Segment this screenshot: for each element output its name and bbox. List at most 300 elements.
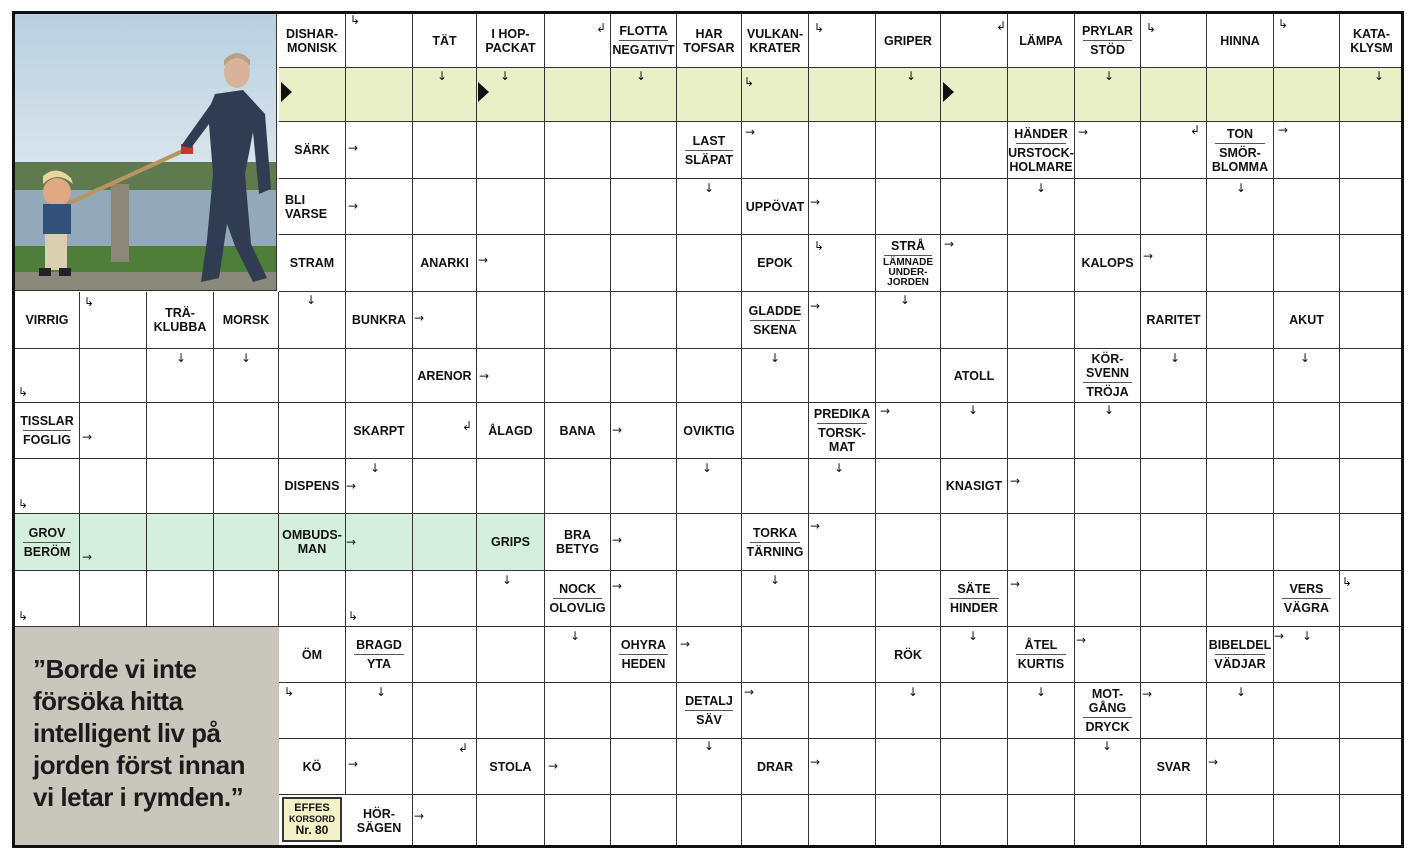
clue-skarpt	[346, 403, 413, 459]
clue-text: MORSK	[222, 313, 270, 327]
clue-hander-urstockholmare	[1008, 122, 1075, 179]
arrow-down-icon: ↓	[1170, 351, 1181, 365]
clue-divider	[750, 320, 800, 321]
answer-cell[interactable]	[1340, 122, 1404, 179]
clue-tisslar-foglig	[15, 403, 80, 459]
arrow-down-icon: ↓	[502, 573, 513, 587]
clue-text: VIRRIG	[25, 313, 69, 327]
answer-cell[interactable]	[346, 349, 413, 403]
answer-cell[interactable]	[1207, 459, 1274, 514]
arrow-down-icon: ↓	[900, 293, 911, 307]
arrow-right-icon: →	[810, 755, 821, 769]
answer-cell[interactable]	[876, 739, 941, 795]
clue-text: PREDIKA	[813, 407, 871, 421]
answer-cell[interactable]	[413, 571, 477, 627]
answer-cell[interactable]	[1340, 179, 1404, 235]
answer-cell[interactable]	[1274, 739, 1340, 795]
answer-cell[interactable]	[876, 179, 941, 235]
clue-text: BANA	[559, 423, 596, 438]
answer-cell[interactable]	[1340, 459, 1404, 514]
answer-cell[interactable]	[477, 292, 545, 349]
clue-text: MOT-	[1091, 687, 1124, 701]
arrow-down-icon: ↓	[908, 685, 919, 699]
clue-ohyra-heden	[611, 627, 677, 683]
answer-cell[interactable]	[80, 571, 147, 627]
arrow-right-icon: →	[1078, 125, 1089, 139]
badge-title: EFFES	[294, 802, 330, 814]
answer-cell[interactable]	[477, 627, 545, 683]
clue-divider	[750, 542, 800, 543]
arrow-bend-icon: ↲	[596, 21, 607, 35]
clue-text: KNASIGT	[945, 479, 1003, 493]
answer-cell[interactable]	[413, 122, 477, 179]
answer-cell[interactable]	[1141, 459, 1207, 514]
answer-cell[interactable]	[611, 122, 677, 179]
clue-oviktig	[677, 403, 742, 459]
clue-text: KURTIS	[1017, 657, 1065, 671]
clue-text: JORDEN	[887, 276, 929, 288]
answer-cell[interactable]	[1274, 68, 1340, 122]
clue-flotta-negativt	[611, 14, 677, 68]
clue-text: KLUBBA	[153, 320, 207, 334]
clue-text: VÄDJAR	[1214, 657, 1266, 671]
clue-text: TRÄ-	[165, 306, 195, 320]
answer-cell[interactable]	[941, 122, 1008, 179]
answer-cell[interactable]	[1008, 292, 1075, 349]
answer-cell[interactable]	[941, 514, 1008, 571]
clue-text: BUNKRA	[351, 313, 407, 327]
answer-cell[interactable]	[1141, 68, 1207, 122]
arrow-down-icon: ↓	[1104, 69, 1115, 83]
arrow-bend-icon: ↳	[744, 75, 755, 89]
clue-divider	[1016, 654, 1066, 655]
answer-cell[interactable]	[876, 795, 941, 848]
answer-cell[interactable]	[545, 349, 611, 403]
answer-cell[interactable]	[742, 795, 809, 848]
answer-cell[interactable]	[80, 459, 147, 514]
arrow-right-icon: →	[612, 423, 623, 437]
arrow-down-icon: ↓	[1236, 685, 1247, 699]
answer-cell[interactable]	[1340, 68, 1404, 122]
answer-cell[interactable]	[1274, 179, 1340, 235]
answer-cell[interactable]	[1274, 459, 1340, 514]
arrow-down-icon: ↓	[176, 351, 187, 365]
arrow-down-icon: ↓	[1036, 181, 1047, 195]
clue-text: UPPÖVAT	[745, 199, 805, 214]
arrow-bend-icon: ↳	[814, 21, 825, 35]
clue-epok	[742, 235, 809, 292]
clue-text: KÖR-	[1091, 352, 1124, 366]
answer-cell[interactable]	[742, 403, 809, 459]
answer-cell[interactable]	[809, 68, 876, 122]
clue-text: STRÅ	[890, 238, 926, 253]
clue-text: DISHAR-	[285, 26, 339, 41]
answer-cell[interactable]	[1075, 795, 1141, 848]
answer-cell[interactable]	[1274, 514, 1340, 571]
clue-bragd-yta	[346, 627, 413, 683]
answer-cell[interactable]	[1274, 795, 1340, 848]
clue-predika-torskmat	[809, 403, 876, 459]
answer-cell[interactable]	[1207, 571, 1274, 627]
clue-text: TORKA	[752, 525, 798, 540]
clue-traklubba	[147, 292, 214, 349]
clue-text: ARENOR	[417, 368, 472, 383]
clue-stra-lamnade	[876, 235, 941, 292]
clue-dispens	[279, 459, 346, 514]
clue-grov-berom	[15, 514, 80, 571]
answer-cell[interactable]	[1340, 349, 1404, 403]
answer-cell[interactable]	[477, 459, 545, 514]
answer-cell[interactable]	[809, 627, 876, 683]
clue-text: OHYRA	[620, 638, 667, 652]
answer-cell[interactable]	[1207, 292, 1274, 349]
clue-text: STRAM	[289, 256, 335, 270]
clue-alagd	[477, 403, 545, 459]
answer-cell[interactable]	[147, 459, 214, 514]
arrow-down-icon: ↓	[704, 181, 715, 195]
arrow-down-icon: ↓	[770, 351, 781, 365]
clue-divider	[1215, 143, 1265, 144]
answer-cell[interactable]	[214, 514, 279, 571]
answer-cell[interactable]	[742, 459, 809, 514]
clue-text: VERS	[1289, 582, 1324, 596]
clue-anarki	[413, 235, 477, 292]
answer-cell[interactable]	[1340, 235, 1404, 292]
answer-cell[interactable]	[214, 459, 279, 514]
clue-torka-tarning	[742, 514, 809, 571]
clue-text: HÖR-	[363, 807, 395, 821]
clue-text: SVENN	[1085, 366, 1130, 380]
answer-cell[interactable]	[1008, 795, 1075, 848]
answer-cell[interactable]	[1207, 349, 1274, 403]
answer-cell[interactable]	[809, 122, 876, 179]
clue-text: MAN	[297, 542, 327, 556]
arrow-right-icon: →	[1274, 629, 1285, 643]
answer-cell[interactable]	[413, 683, 477, 739]
clue-ton-smorblomma	[1207, 122, 1274, 179]
answer-cell[interactable]	[80, 349, 147, 403]
arrow-right-icon: →	[810, 299, 821, 313]
clue-vulkankrater	[742, 14, 809, 68]
answer-cell[interactable]	[611, 235, 677, 292]
arrow-right-icon: →	[680, 637, 691, 651]
clue-divider	[685, 710, 734, 711]
clue-text: TOFSAR	[683, 40, 735, 55]
answer-cell[interactable]	[477, 122, 545, 179]
answer-cell[interactable]	[876, 459, 941, 514]
answer-cell[interactable]	[1141, 571, 1207, 627]
arrow-bend-icon: ↳	[18, 497, 29, 511]
answer-cell[interactable]	[941, 683, 1008, 739]
arrow-right-icon: →	[1010, 577, 1021, 591]
clue-sate-hinder	[941, 571, 1008, 627]
clue-text: SMÖR-	[1219, 145, 1261, 160]
clue-text: BRAGD	[356, 638, 402, 652]
clue-text: UNDER-	[888, 266, 928, 278]
triangle-marker-icon	[478, 82, 489, 102]
arrow-down-icon: ↓	[636, 69, 647, 83]
answer-cell[interactable]	[214, 571, 279, 627]
answer-cell[interactable]	[413, 514, 477, 571]
arrow-right-icon: →	[744, 685, 755, 699]
clue-bunkra	[346, 292, 413, 349]
clue-text: PRYLAR	[1082, 24, 1133, 38]
answer-cell[interactable]	[545, 683, 611, 739]
answer-cell[interactable]	[545, 68, 611, 122]
answer-cell[interactable]	[1075, 459, 1141, 514]
clue-text: MAT	[828, 440, 856, 454]
clue-text: DRAR	[756, 759, 794, 774]
arrow-right-icon: →	[1142, 687, 1153, 701]
answer-cell[interactable]	[1008, 514, 1075, 571]
answer-cell[interactable]	[1340, 739, 1404, 795]
clue-har-tofsar	[677, 14, 742, 68]
clue-last-slapat	[677, 122, 742, 179]
answer-cell[interactable]	[1340, 403, 1404, 459]
clue-text: FOGLIG	[23, 433, 71, 447]
clue-text: YTA	[366, 657, 392, 671]
answer-cell[interactable]	[545, 292, 611, 349]
answer-cell[interactable]	[279, 571, 346, 627]
clue-text: OLOVLIG	[549, 601, 606, 615]
clue-text: HEDEN	[621, 657, 666, 671]
answer-cell[interactable]	[413, 459, 477, 514]
clue-divider	[354, 654, 404, 655]
answer-cell[interactable]	[677, 292, 742, 349]
clue-text: VÄGRA	[1283, 601, 1330, 615]
answer-cell[interactable]	[611, 795, 677, 848]
clue-text: ATOLL	[953, 368, 995, 383]
clue-stram	[279, 235, 346, 292]
answer-cell[interactable]	[677, 235, 742, 292]
answer-cell[interactable]	[477, 179, 545, 235]
answer-cell[interactable]	[545, 795, 611, 848]
arrow-right-icon: →	[479, 369, 490, 383]
answer-cell[interactable]	[1274, 683, 1340, 739]
clue-text: RÖK	[894, 647, 922, 662]
arrow-bend-icon: ↲	[1190, 123, 1201, 137]
answer-cell[interactable]	[1141, 514, 1207, 571]
answer-cell[interactable]	[611, 683, 677, 739]
answer-cell[interactable]	[279, 349, 346, 403]
answer-cell[interactable]	[147, 403, 214, 459]
clue-ihoppackat	[477, 14, 545, 68]
answer-cell[interactable]	[677, 349, 742, 403]
clue-text: DETALJ	[685, 694, 733, 708]
answer-cell[interactable]	[1008, 349, 1075, 403]
arrow-right-icon: →	[944, 237, 955, 251]
arrow-down-icon: ↓	[500, 69, 511, 83]
answer-cell[interactable]	[279, 403, 346, 459]
arrow-right-icon: →	[548, 759, 559, 773]
answer-cell[interactable]	[1141, 627, 1207, 683]
answer-cell[interactable]	[677, 795, 742, 848]
clue-uppovat	[742, 179, 809, 235]
clue-gladde-skena	[742, 292, 809, 349]
clue-divider	[553, 598, 602, 599]
clue-text: TON	[1226, 126, 1254, 141]
clue-text: SVAR	[1156, 759, 1191, 774]
answer-cell[interactable]	[1075, 179, 1141, 235]
clue-divider	[685, 150, 734, 151]
arrow-down-icon: ↓	[1102, 739, 1113, 753]
answer-cell[interactable]	[1207, 68, 1274, 122]
clue-text: KÖ	[302, 759, 322, 774]
answer-cell[interactable]	[1008, 739, 1075, 795]
answer-cell[interactable]	[941, 179, 1008, 235]
answer-cell[interactable]	[346, 235, 413, 292]
clue-tat	[413, 14, 477, 68]
answer-cell[interactable]	[1340, 683, 1404, 739]
answer-cell[interactable]	[346, 68, 413, 122]
answer-cell[interactable]	[1141, 179, 1207, 235]
clue-text: TORSK-	[818, 426, 866, 440]
answer-cell[interactable]	[1274, 235, 1340, 292]
arrow-down-icon: ↓	[1374, 69, 1385, 83]
clue-divider	[23, 542, 72, 543]
answer-cell[interactable]	[677, 627, 742, 683]
arrow-right-icon: →	[414, 311, 425, 325]
answer-cell[interactable]	[611, 459, 677, 514]
clue-divider	[619, 654, 668, 655]
clue-text: LÄMNADE	[883, 256, 933, 268]
clue-text: STOLA	[489, 759, 532, 774]
answer-cell[interactable]	[545, 179, 611, 235]
answer-cell[interactable]	[941, 292, 1008, 349]
answer-cell[interactable]	[876, 514, 941, 571]
answer-cell[interactable]	[477, 683, 545, 739]
clue-prylar-stod	[1075, 14, 1141, 68]
answer-cell[interactable]	[876, 122, 941, 179]
clue-text: GLADDE	[748, 303, 802, 318]
clue-text: HÄNDER	[1014, 126, 1068, 141]
clue-divider	[949, 598, 999, 599]
clue-text: TRÖJA	[1086, 385, 1129, 399]
clue-text: HINDER	[950, 601, 998, 615]
clue-text: HAR	[695, 26, 723, 41]
answer-cell[interactable]	[214, 403, 279, 459]
answer-cell[interactable]	[1075, 292, 1141, 349]
clue-knasigt	[941, 459, 1008, 514]
clue-text: BLOMMA	[1211, 159, 1269, 174]
answer-cell[interactable]	[809, 571, 876, 627]
clue-text: LAST	[692, 133, 726, 148]
answer-cell[interactable]	[876, 349, 941, 403]
answer-cell[interactable]	[545, 122, 611, 179]
arrow-right-icon: →	[348, 141, 359, 155]
answer-cell[interactable]	[941, 739, 1008, 795]
answer-cell[interactable]	[545, 235, 611, 292]
answer-cell[interactable]	[611, 179, 677, 235]
clue-virrig	[15, 292, 80, 349]
clue-rok	[876, 627, 941, 683]
answer-cell[interactable]	[1075, 514, 1141, 571]
answer-cell[interactable]	[1141, 403, 1207, 459]
answer-cell[interactable]	[1141, 795, 1207, 848]
answer-cell[interactable]	[1340, 514, 1404, 571]
answer-cell[interactable]	[1207, 795, 1274, 848]
answer-cell[interactable]	[611, 739, 677, 795]
quote-line: vi letar i rymden.”	[33, 782, 244, 812]
answer-cell[interactable]	[1340, 627, 1404, 683]
clue-om	[279, 627, 346, 683]
answer-cell[interactable]	[1008, 235, 1075, 292]
clue-text: DISPENS	[284, 479, 340, 493]
answer-cell[interactable]	[1008, 68, 1075, 122]
clue-text: NEGATIVT	[612, 43, 675, 57]
clue-katastrof	[1340, 14, 1404, 68]
answer-cell[interactable]	[413, 179, 477, 235]
arrow-bend-icon: ↳	[1278, 17, 1289, 31]
answer-cell[interactable]	[1008, 403, 1075, 459]
clue-morsk	[214, 292, 279, 349]
answer-cell[interactable]	[809, 683, 876, 739]
clue-divider	[817, 423, 867, 424]
clue-divider	[1083, 382, 1132, 383]
answer-cell[interactable]	[677, 514, 742, 571]
answer-cell[interactable]	[941, 795, 1008, 848]
answer-cell[interactable]	[1075, 571, 1141, 627]
clue-text: GROV	[28, 525, 66, 540]
answer-cell[interactable]	[1141, 235, 1207, 292]
badge-subtitle: KORSORD	[288, 814, 335, 824]
clue-text: BRA	[563, 528, 592, 542]
clue-divider	[1083, 40, 1132, 41]
answer-cell[interactable]	[876, 571, 941, 627]
arrow-right-icon: →	[348, 199, 359, 213]
arrow-down-icon: ↓	[702, 461, 713, 475]
answer-cell[interactable]	[809, 795, 876, 848]
clue-text: ÅTEL	[1024, 638, 1058, 652]
arrow-bend-icon: ↲	[462, 419, 473, 433]
arrow-down-icon: ↓	[1036, 685, 1047, 699]
arrow-right-icon: →	[82, 550, 93, 564]
clue-ombudsman	[279, 514, 346, 571]
answer-cell[interactable]	[809, 349, 876, 403]
answer-cell[interactable]	[1340, 292, 1404, 349]
clue-text: GRIPER	[884, 33, 932, 48]
answer-cell[interactable]	[742, 627, 809, 683]
quote-line: intelligent liv på	[33, 718, 221, 748]
clue-text: SKENA	[753, 322, 797, 337]
arrow-bend-icon: ↳	[814, 239, 825, 253]
answer-cell[interactable]	[611, 349, 677, 403]
clue-korsvenn-troja	[1075, 349, 1141, 403]
answer-cell[interactable]	[1207, 514, 1274, 571]
answer-cell[interactable]	[1340, 795, 1404, 848]
arrow-right-icon: →	[346, 535, 357, 549]
answer-cell[interactable]	[413, 627, 477, 683]
answer-cell[interactable]	[677, 571, 742, 627]
clue-raritet	[1141, 292, 1207, 349]
answer-cell[interactable]	[1274, 403, 1340, 459]
clue-arenor	[413, 349, 477, 403]
arrow-down-icon: ↓	[370, 461, 381, 475]
clue-text: GRIPS	[491, 535, 530, 549]
answer-cell[interactable]	[1207, 235, 1274, 292]
clue-text: TÄT	[432, 33, 457, 48]
answer-cell[interactable]	[677, 68, 742, 122]
clue-divider	[619, 40, 668, 41]
photo-putin-walking-trump-on-leash	[15, 14, 277, 291]
answer-cell[interactable]	[147, 571, 214, 627]
answer-cell[interactable]	[147, 514, 214, 571]
arrow-right-icon: →	[880, 404, 891, 418]
answer-cell[interactable]	[611, 292, 677, 349]
answer-cell[interactable]	[545, 459, 611, 514]
answer-cell[interactable]	[477, 795, 545, 848]
answer-cell[interactable]	[1207, 403, 1274, 459]
